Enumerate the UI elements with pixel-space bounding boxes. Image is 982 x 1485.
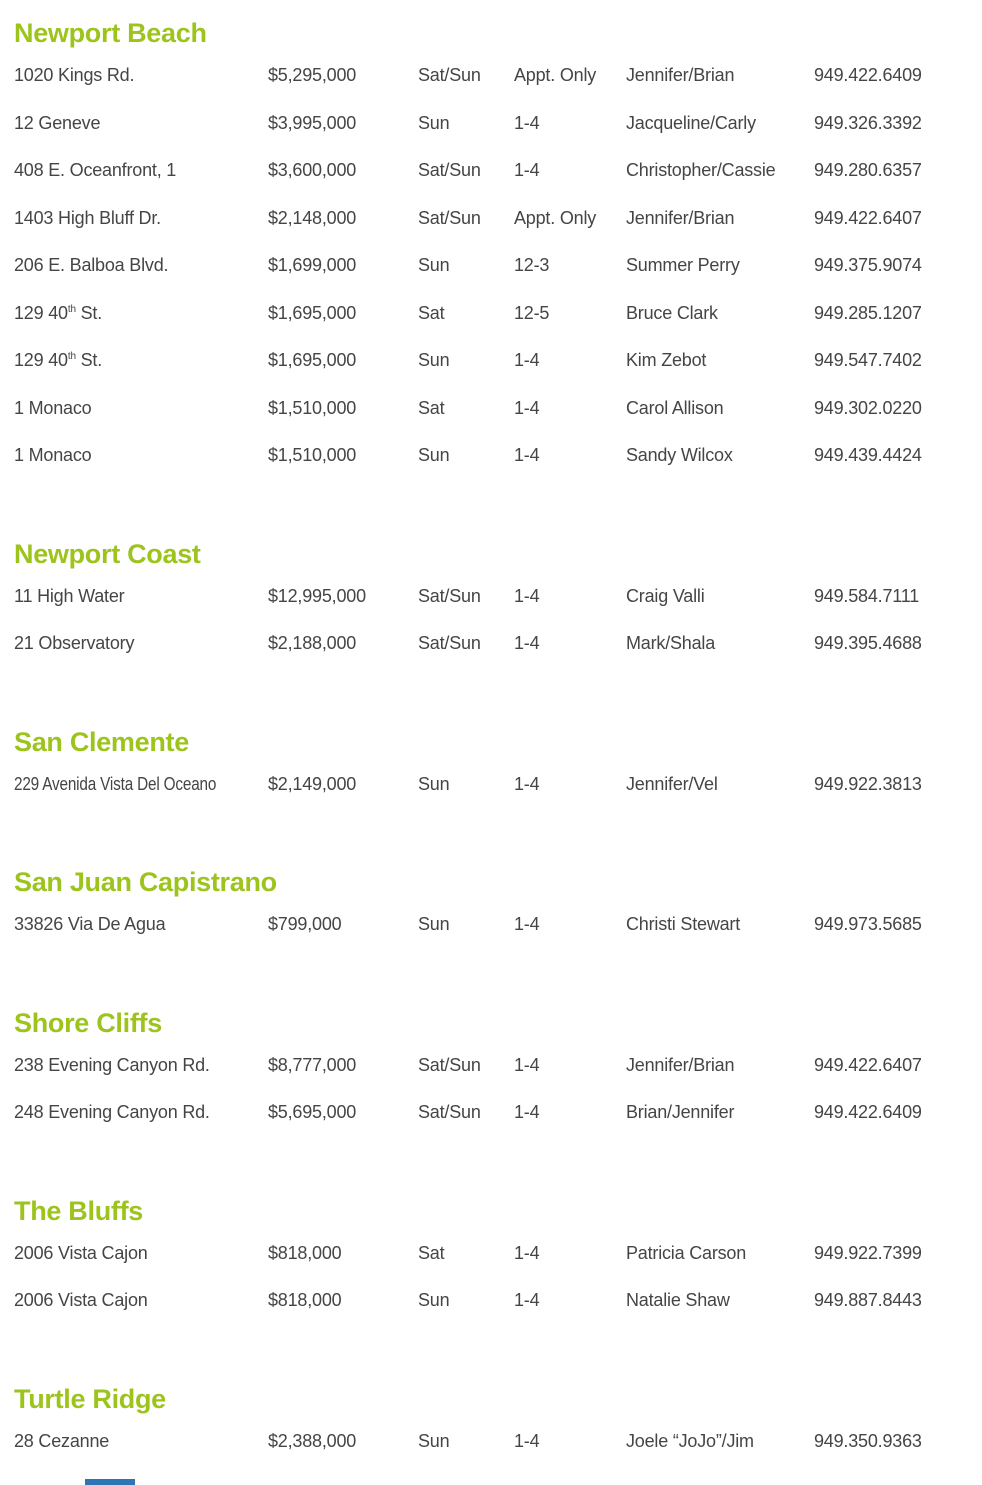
listing-time: 12-5 xyxy=(514,302,550,323)
section-title: Newport Beach xyxy=(14,18,207,48)
listing-row xyxy=(14,302,964,350)
section-title: Turtle Ridge xyxy=(14,1383,166,1414)
listing-day: Sat/Sun xyxy=(418,160,481,180)
listing-time: 1-4 xyxy=(514,585,540,606)
listing-phone: 949.375.9074 xyxy=(814,255,922,275)
listing-agent: Craig Valli xyxy=(626,585,705,606)
listing-agent: Jennifer/Vel xyxy=(626,773,718,794)
listing-price: $818,000 xyxy=(268,1242,342,1263)
listing-address xyxy=(14,1289,268,1312)
listing-day: Sun xyxy=(418,1290,450,1310)
listing-time: 1-4 xyxy=(514,350,540,370)
listing-address xyxy=(14,1242,268,1265)
listing-address xyxy=(14,773,268,796)
address-text: 1020 Kings Rd. xyxy=(14,65,135,85)
listing-time: 1-4 xyxy=(514,1102,540,1122)
section-title: Shore Cliffs xyxy=(14,1007,162,1038)
listing-phone: 949.350.9363 xyxy=(814,1430,922,1451)
address-text: 1 Monaco xyxy=(14,445,92,465)
address-text: 248 Evening Canyon Rd. xyxy=(14,1102,210,1122)
listing-day: Sat xyxy=(418,397,445,418)
listing-price: $2,188,000 xyxy=(268,633,357,653)
listing-day: Sat/Sun xyxy=(418,633,481,653)
listing-address xyxy=(14,1054,268,1077)
listing-address xyxy=(14,444,268,467)
section-title: San Juan Capistrano xyxy=(14,867,277,897)
ordinal-suffix: th xyxy=(67,303,76,315)
listing-agent: Summer Perry xyxy=(626,255,740,275)
address-text: 11 High Water xyxy=(14,585,125,606)
listing-day: Sat/Sun xyxy=(418,585,481,606)
listing-price: $818,000 xyxy=(268,1290,342,1310)
listing-price: $1,695,000 xyxy=(268,302,357,323)
listing-row xyxy=(14,913,964,961)
listing-time: Appt. Only xyxy=(514,207,597,228)
section-san-juan-capistrano xyxy=(14,865,964,961)
listing-row xyxy=(14,207,964,255)
listing-phone: 949.584.7111 xyxy=(814,585,920,606)
listing-phone: 949.922.7399 xyxy=(814,1242,922,1263)
listing-time: 1-4 xyxy=(514,1242,540,1263)
listing-time: 1-4 xyxy=(514,914,540,934)
address-text: 21 Observatory xyxy=(14,633,135,653)
listing-address xyxy=(14,112,268,135)
listing-agent: Jennifer/Brian xyxy=(626,65,735,85)
section-newport-coast xyxy=(14,537,964,680)
listing-price: $1,510,000 xyxy=(268,397,357,418)
listing-row xyxy=(14,159,964,207)
listing-row xyxy=(14,773,964,821)
listing-day: Sun xyxy=(418,1430,450,1451)
listing-time: 1-4 xyxy=(514,633,540,653)
listing-phone: 949.326.3392 xyxy=(814,112,922,133)
listing-day: Sat xyxy=(418,1242,445,1263)
section-shore-cliffs xyxy=(14,1006,964,1149)
listing-price: $5,295,000 xyxy=(268,65,357,85)
listing-agent: Bruce Clark xyxy=(626,302,718,323)
listing-phone: 949.547.7402 xyxy=(814,350,922,370)
address-text: 1403 High Bluff Dr. xyxy=(14,207,161,228)
listing-agent: Brian/Jennifer xyxy=(626,1102,735,1122)
listing-phone: 949.422.6407 xyxy=(814,1054,922,1075)
listing-price: $8,777,000 xyxy=(268,1054,357,1075)
section-title: The Bluffs xyxy=(14,1195,143,1226)
listing-time: 1-4 xyxy=(514,1430,540,1451)
listing-row xyxy=(14,585,964,633)
listing-day: Sat/Sun xyxy=(418,65,481,85)
listing-price: $1,699,000 xyxy=(268,255,357,275)
listing-time: 1-4 xyxy=(514,160,540,180)
listing-row xyxy=(14,1054,964,1102)
address-text: 33826 Via De Agua xyxy=(14,914,166,934)
listing-agent: Jennifer/Brian xyxy=(626,207,735,228)
listing-time: Appt. Only xyxy=(514,65,597,85)
listing-agent: Jennifer/Brian xyxy=(626,1054,735,1075)
listing-day: Sun xyxy=(418,445,450,465)
address-text: 129 40th St. xyxy=(14,350,103,370)
listing-price: $12,995,000 xyxy=(268,585,366,606)
listing-phone: 949.422.6407 xyxy=(814,207,922,228)
listing-agent: Christi Stewart xyxy=(626,914,741,934)
listing-row xyxy=(14,632,964,680)
listing-time: 1-4 xyxy=(514,445,540,465)
listing-row xyxy=(14,1101,964,1149)
listing-row xyxy=(14,397,964,445)
listing-agent: Patricia Carson xyxy=(626,1242,747,1263)
listing-phone: 949.887.8443 xyxy=(814,1290,922,1310)
listing-day: Sun xyxy=(418,112,450,133)
listing-time: 1-4 xyxy=(514,1290,540,1310)
listing-phone: 949.439.4424 xyxy=(814,445,922,465)
listing-agent: Mark/Shala xyxy=(626,633,716,653)
address-text: 2006 Vista Cajon xyxy=(14,1290,148,1310)
listing-agent: Natalie Shaw xyxy=(626,1290,730,1310)
listing-row xyxy=(14,1242,964,1290)
listing-agent: Christopher/Cassie xyxy=(626,160,776,180)
section-title: Newport Coast xyxy=(14,538,201,569)
listing-agent: Jacqueline/Carly xyxy=(626,112,756,133)
listing-address xyxy=(14,913,268,936)
listing-address xyxy=(14,64,268,87)
listing-phone: 949.395.4688 xyxy=(814,633,922,653)
listing-price: $3,600,000 xyxy=(268,160,357,180)
listing-time: 1-4 xyxy=(514,112,540,133)
listing-address xyxy=(14,1101,268,1124)
listing-time: 1-4 xyxy=(514,397,540,418)
listing-phone: 949.973.5685 xyxy=(814,914,922,934)
listing-address xyxy=(14,159,268,182)
listing-row xyxy=(14,444,964,492)
address-text: 238 Evening Canyon Rd. xyxy=(14,1054,210,1075)
listing-address xyxy=(14,632,268,655)
listing-address xyxy=(14,585,268,608)
address-text: 229 Avenida Vista Del Oceano xyxy=(14,773,217,794)
listing-phone: 949.422.6409 xyxy=(814,1102,922,1122)
listing-day: Sun xyxy=(418,350,450,370)
address-text: 129 40th St. xyxy=(14,302,103,323)
listing-agent: Kim Zebot xyxy=(626,350,707,370)
listing-day: Sun xyxy=(418,255,450,275)
listing-day: Sun xyxy=(418,773,450,794)
listing-phone: 949.285.1207 xyxy=(814,302,922,323)
listing-day: Sat xyxy=(418,302,445,323)
section-turtle-ridge xyxy=(14,1382,964,1478)
listing-price: $1,510,000 xyxy=(268,445,357,465)
listing-price: $5,695,000 xyxy=(268,1102,357,1122)
listing-phone: 949.280.6357 xyxy=(814,160,922,180)
listing-address xyxy=(14,1430,268,1453)
listing-time: 1-4 xyxy=(514,773,540,794)
listing-price: $2,148,000 xyxy=(268,207,357,228)
listing-day: Sun xyxy=(418,914,450,934)
section-newport-beach xyxy=(14,16,964,492)
listing-day: Sat/Sun xyxy=(418,1102,481,1122)
listing-price: $799,000 xyxy=(268,914,342,934)
address-text: 2006 Vista Cajon xyxy=(14,1242,148,1263)
address-text: 1 Monaco xyxy=(14,397,92,418)
listing-row xyxy=(14,112,964,160)
section-title: San Clemente xyxy=(14,726,189,757)
listing-phone: 949.302.0220 xyxy=(814,397,922,418)
listing-day: Sat/Sun xyxy=(418,1054,481,1075)
listing-price: $1,695,000 xyxy=(268,350,357,370)
listing-phone: 949.922.3813 xyxy=(814,773,922,794)
listing-price: $3,995,000 xyxy=(268,112,357,133)
listing-address xyxy=(14,254,268,277)
listing-time: 12-3 xyxy=(514,255,550,275)
listing-row xyxy=(14,1289,964,1337)
listing-address xyxy=(14,349,268,372)
listing-row xyxy=(14,64,964,112)
listing-time: 1-4 xyxy=(514,1054,540,1075)
listing-day: Sat/Sun xyxy=(418,207,481,228)
listing-price: $2,388,000 xyxy=(268,1430,357,1451)
listing-row xyxy=(14,254,964,302)
listing-agent: Joele “JoJo”/Jim xyxy=(626,1430,754,1451)
listing-address xyxy=(14,207,268,230)
address-text: 408 E. Oceanfront, 1 xyxy=(14,160,177,180)
listing-address xyxy=(14,302,268,325)
listing-row xyxy=(14,1430,964,1478)
address-text: 12 Geneve xyxy=(14,112,101,133)
listing-price: $2,149,000 xyxy=(268,773,357,794)
listing-address xyxy=(14,397,268,420)
listing-agent: Carol Allison xyxy=(626,397,724,418)
listing-agent: Sandy Wilcox xyxy=(626,445,733,465)
section-the-bluffs xyxy=(14,1194,964,1337)
section-san-clemente xyxy=(14,725,964,821)
address-text: 206 E. Balboa Blvd. xyxy=(14,255,169,275)
address-text: 28 Cezanne xyxy=(14,1430,110,1451)
ordinal-suffix: th xyxy=(67,351,76,362)
listing-row xyxy=(14,349,964,397)
bottom-accent-bar xyxy=(85,1479,135,1485)
listing-phone: 949.422.6409 xyxy=(814,65,922,85)
